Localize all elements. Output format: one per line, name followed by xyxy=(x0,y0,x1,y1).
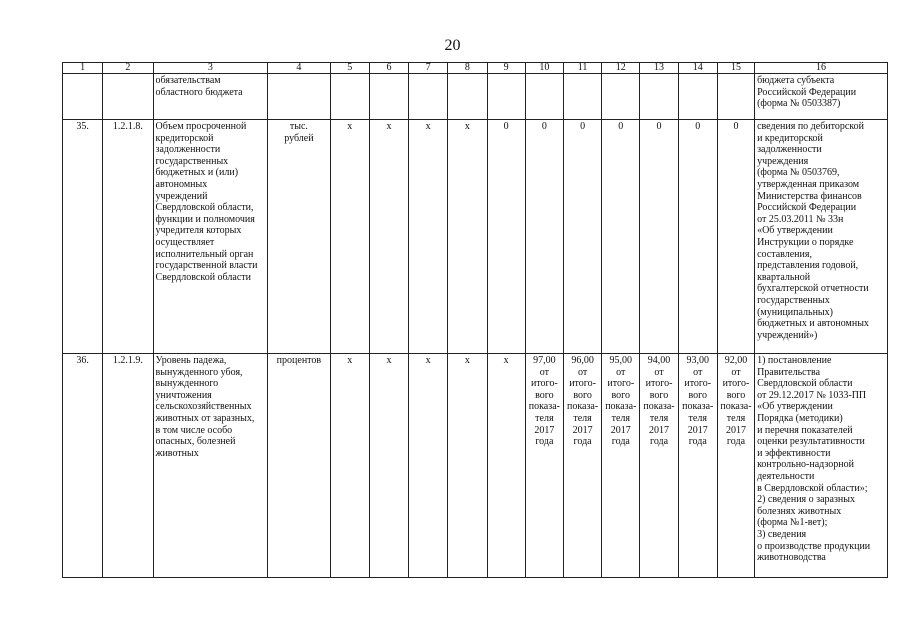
cell-13: 94,00 от итого- вого показа- теля 2017 года xyxy=(640,354,678,578)
cell-11 xyxy=(563,74,601,120)
col-header: 4 xyxy=(268,63,330,74)
cell-12 xyxy=(602,74,640,120)
unit: тыс. рублей xyxy=(268,120,330,354)
cell-14 xyxy=(678,74,717,120)
cell-15: 0 xyxy=(717,120,754,354)
indicator-name: Объем просроченной кредиторской задолженности государственных бюджетных и (или) автономных учреждений Свердловской области, функции и полномочия учредителя которых осуществляет исполнительный орган государственной власти Свердловской области xyxy=(153,120,268,354)
cell-10: 97,00 от итого- вого показа- теля 2017 года xyxy=(525,354,563,578)
cell-13 xyxy=(640,74,678,120)
col-header: 3 xyxy=(153,63,268,74)
cell-8 xyxy=(448,74,487,120)
cell-8: х xyxy=(448,354,487,578)
col-header: 9 xyxy=(487,63,525,74)
row-code: 1.2.1.8. xyxy=(103,120,153,354)
cell-5 xyxy=(330,74,369,120)
col-header: 16 xyxy=(755,63,888,74)
col-header: 8 xyxy=(448,63,487,74)
cell-13: 0 xyxy=(640,120,678,354)
col-header: 15 xyxy=(717,63,754,74)
cell-12: 0 xyxy=(602,120,640,354)
col-header: 6 xyxy=(369,63,408,74)
source: бюджета субъекта Российской Федерации (форма № 0503387) xyxy=(755,74,888,120)
cell-15: 92,00 от итого- вого показа- теля 2017 года xyxy=(717,354,754,578)
source: сведения по дебиторской и кредиторской задолженности учреждения (форма № 0503769, утвержденная приказом Министерства финансов Российской Федерации от 25.03.2011 № 33н «Об утверждении Инструкции о порядке составления, представления годовой, квартальной бухгалтерской отчетности государственных (муниципальных) бюджетных и автономных учреждений») xyxy=(755,120,888,354)
row-code: 1.2.1.9. xyxy=(103,354,153,578)
cell-8: х xyxy=(448,120,487,354)
cell-5: х xyxy=(330,120,369,354)
row-code xyxy=(103,74,153,120)
table-row xyxy=(63,354,888,578)
col-header: 1 xyxy=(63,63,103,74)
cell-15 xyxy=(717,74,754,120)
col-header: 2 xyxy=(103,63,153,74)
table-row xyxy=(63,120,888,354)
row-number xyxy=(63,74,103,120)
cell-10 xyxy=(525,74,563,120)
cell-11: 0 xyxy=(563,120,601,354)
cell-14: 93,00 от итого- вого показа- теля 2017 года xyxy=(678,354,717,578)
unit xyxy=(268,74,330,120)
col-header: 13 xyxy=(640,63,678,74)
cell-5: х xyxy=(330,354,369,578)
cell-11: 96,00 от итого- вого показа- теля 2017 года xyxy=(563,354,601,578)
cell-7: х xyxy=(409,120,448,354)
cell-10: 0 xyxy=(525,120,563,354)
col-header: 7 xyxy=(409,63,448,74)
column-number-row xyxy=(63,63,888,74)
cell-9 xyxy=(487,74,525,120)
indicator-name: обязательствам областного бюджета xyxy=(153,74,268,120)
indicator-name: Уровень падежа, вынужденного убоя, вынужденного уничтожения сельскохозяйственных животных от заразных, в том числе особо опасных, болезней животных xyxy=(153,354,268,578)
col-header: 12 xyxy=(602,63,640,74)
cell-7: х xyxy=(409,354,448,578)
table-row xyxy=(63,74,888,120)
cell-6: х xyxy=(369,354,408,578)
cell-9: 0 xyxy=(487,120,525,354)
indicators-table xyxy=(62,62,888,578)
cell-6: х xyxy=(369,120,408,354)
col-header: 10 xyxy=(525,63,563,74)
cell-12: 95,00 от итого- вого показа- теля 2017 года xyxy=(602,354,640,578)
col-header: 5 xyxy=(330,63,369,74)
cell-6 xyxy=(369,74,408,120)
col-header: 11 xyxy=(563,63,601,74)
cell-7 xyxy=(409,74,448,120)
source: 1) постановление Правительства Свердловской области от 29.12.2017 № 1033-ПП «Об утверждении Порядка (методики) и перечня показателей оценки результативности и эффективности контрольно-надзорной деятельности в Свердловской области»; 2) сведения о заразных болезнях животных (форма №1-вет); 3) сведения о производстве продукции животноводства xyxy=(755,354,888,578)
row-number: 35. xyxy=(63,120,103,354)
page-number: 20 xyxy=(444,37,461,54)
unit: процентов xyxy=(268,354,330,578)
col-header: 14 xyxy=(678,63,717,74)
cell-14: 0 xyxy=(678,120,717,354)
row-number: 36. xyxy=(63,354,103,578)
cell-9: х xyxy=(487,354,525,578)
